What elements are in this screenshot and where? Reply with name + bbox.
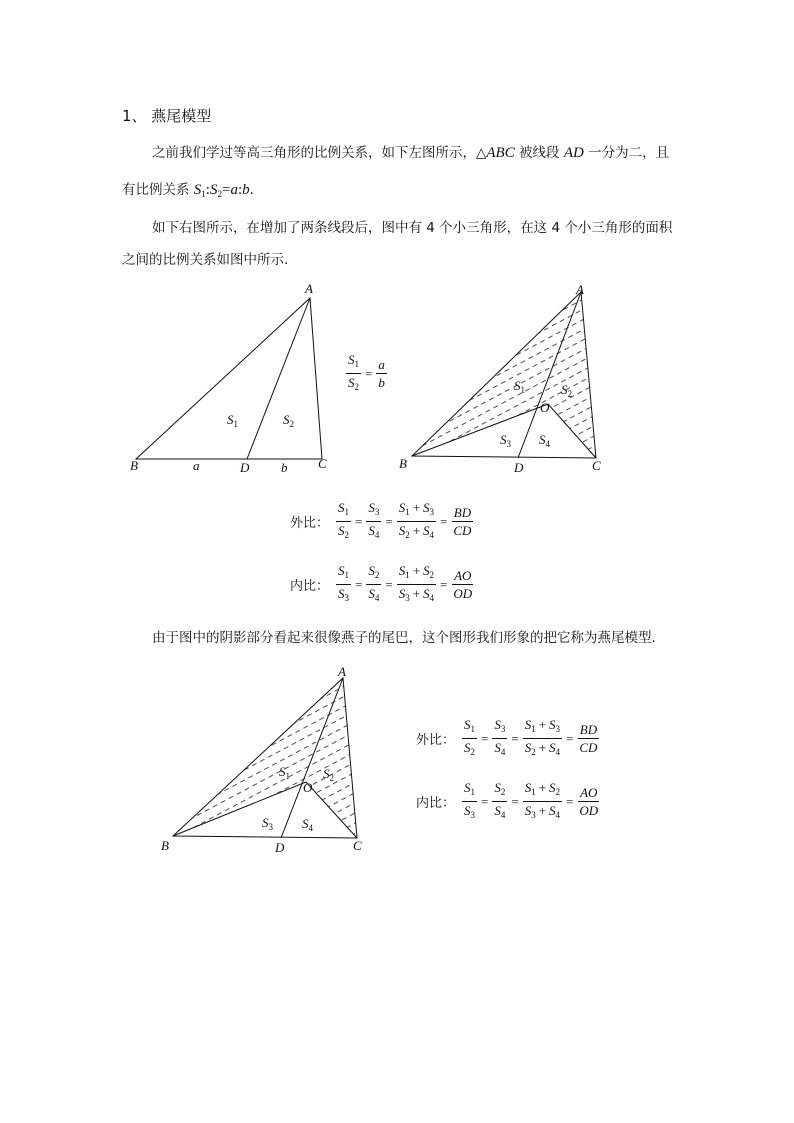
- fraction-s1-s2: $\frac{S_1}{S_2}$: [348, 352, 359, 392]
- ratio-expression: $S_1:S_2=a:b$: [193, 182, 250, 199]
- inner-ratio-label: 内比：: [290, 579, 330, 594]
- area-s1-label: $S_1$: [514, 378, 525, 395]
- segment-ad: [247, 298, 310, 459]
- basic-ratio-formula: $\frac{S_1}{S_2}$ = $\frac{a}{b}$: [345, 351, 388, 396]
- swallowtail-figure: [155, 660, 375, 860]
- area-s2-label: $S_2$: [561, 382, 572, 399]
- section-heading: 1、 燕尾模型: [122, 107, 212, 125]
- vertex-b-label: B: [399, 456, 407, 471]
- left-triangle-figure: [120, 278, 340, 478]
- paragraph-2-line-1: 如下右图所示，在增加了两条线段后，图中有 4 个小三角形，在这 4 个小三角形的面积: [152, 220, 673, 236]
- vertex-a-label: A: [305, 281, 313, 296]
- area-s4-label: $S_4$: [302, 816, 313, 833]
- triangle-symbol: △: [476, 145, 487, 161]
- paragraph-2-line-2: 之间的比例关系如图中所示.: [122, 252, 289, 268]
- vertex-b-label: B: [130, 458, 138, 473]
- triangle-abc: [136, 298, 322, 459]
- vertex-c-label: C: [353, 838, 362, 853]
- vertex-c-label: C: [318, 456, 327, 471]
- segment-b-label: b: [281, 460, 288, 475]
- para1-text: 之前我们学过等高三角形的比例关系，如下左图所示，: [152, 145, 476, 161]
- area-s2-label: $S_2$: [283, 412, 294, 429]
- inner-ratio-formula: 内比： $\frac{S_1}{S_3}$ = $\frac{S_2}{S_4}$ = $\frac{S_1 + S_2}{S_3 + S_4}$ = $\frac{AO}{OD}$: [290, 563, 473, 603]
- outer-ratio-formula: 外比： $\frac{S_1}{S_2}$ = $\frac{S_3}{S_4}$ = $\frac{S_1 + S_3}{S_2 + S_4}$ = $\frac{BD}{CD}$: [290, 500, 472, 540]
- inner-ratio-label-2: 内比：: [416, 796, 456, 811]
- paragraph-1-line-1: [152, 145, 669, 161]
- vertex-c-label: C: [592, 458, 601, 473]
- vertex-d-label: D: [275, 840, 285, 855]
- outer-ratio-label: 外比：: [290, 516, 330, 531]
- segment-name: AD: [563, 145, 584, 161]
- fraction-a-b: $\frac{a}{b}$: [378, 357, 385, 390]
- area-s1-label: $S_1$: [279, 764, 290, 781]
- area-s1-label: $S_1$: [227, 412, 238, 429]
- segment-a-label: a: [193, 458, 200, 473]
- area-s3-label: $S_3$: [500, 432, 511, 449]
- area-s3-label: $S_3$: [262, 815, 273, 832]
- area-s4-label: $S_4$: [539, 432, 550, 449]
- area-s2-label: $S_2$: [323, 766, 334, 783]
- vertex-d-label: D: [240, 460, 250, 475]
- outer-ratio-formula-2: 外比： $\frac{S_1}{S_2}$ = $\frac{S_3}{S_4}$ = $\frac{S_1 + S_3}{S_2 + S_4}$ = $\frac{BD}{CD}$: [416, 717, 598, 757]
- vertex-a-label: A: [338, 664, 346, 679]
- vertex-b-label: B: [161, 838, 169, 853]
- inner-ratio-formula-2: 内比： $\frac{S_1}{S_3}$ = $\frac{S_2}{S_4}$ = $\frac{S_1 + S_2}{S_3 + S_4}$ = $\frac{AO}{OD}$: [416, 780, 599, 820]
- point-o-label: O: [540, 400, 550, 415]
- vertex-a-label: A: [576, 282, 584, 297]
- para1-text-mid: 被线段: [514, 145, 564, 161]
- right-triangle-figure: [396, 282, 616, 478]
- point-o-label: O: [303, 780, 313, 795]
- outer-ratio-label-2: 外比：: [416, 733, 456, 748]
- para1-period: .: [249, 182, 254, 198]
- para1-text-end: 一分为二，且: [583, 145, 670, 161]
- vertex-d-label: D: [514, 460, 524, 475]
- paragraph-1-line-2: [122, 182, 254, 202]
- para1-line2-text: 有比例关系: [122, 182, 194, 198]
- triangle-name: ABC: [486, 145, 515, 161]
- paragraph-3: 由于图中的阴影部分看起来很像燕子的尾巴，这个图形我们形象的把它称为燕尾模型.: [152, 630, 656, 646]
